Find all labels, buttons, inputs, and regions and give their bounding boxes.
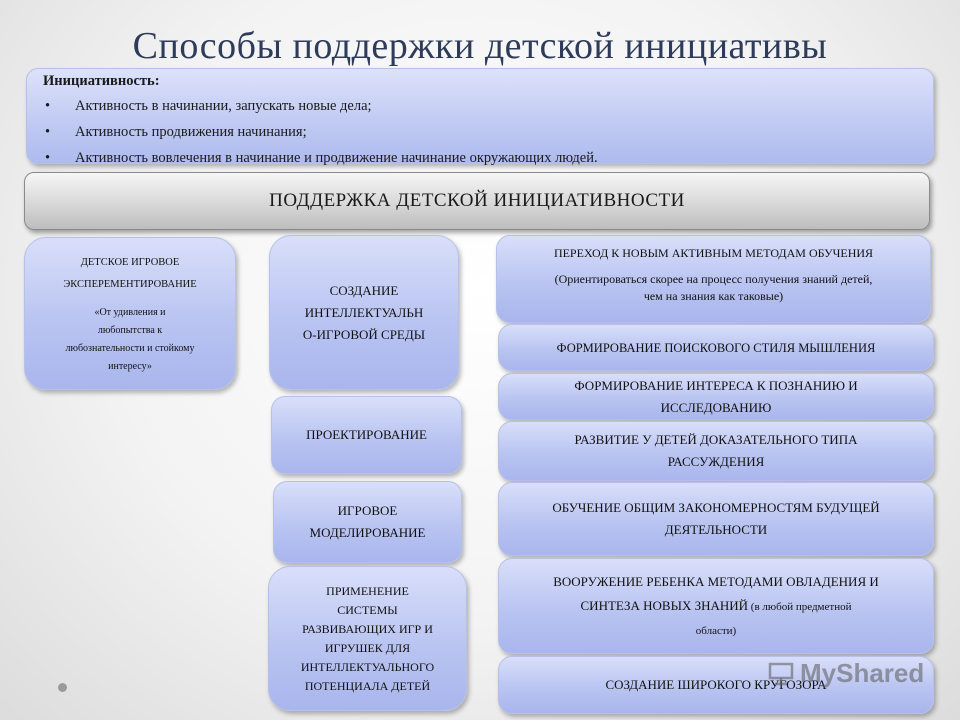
active-methods-box: ПЕРЕХОД К НОВЫМ АКТИВНЫМ МЕТОДАМ ОБУЧЕНИЯ (Ориентироваться скорее на процесс получения знаний детей, чем на знания как таковые) [496,235,931,323]
initiative-box [26,68,934,164]
list-item: • Активность вовлечения в начинание и продвижение начинание окружающих людей. [41,145,919,171]
slide-dot-icon [58,683,67,692]
list-item: • Активность в начинании, запускать новые дела; [41,93,919,119]
environment-box: СОЗДАНИЕ ИНТЕЛЛЕКТУАЛЬН О-ИГРОВОЙ СРЕДЫ [269,235,459,390]
outlook-box: СОЗДАНИЕ ШИРОКОГО КРУГОЗОРА [498,656,934,714]
interest-box: ФОРМИРОВАНИЕ ИНТЕРЕСА К ПОЗНАНИЮ И ИССЛЕДОВАНИЮ [498,373,934,420]
list-item: • Активность продвижения начинания; [41,119,919,145]
reasoning-box: РАЗВИТИЕ У ДЕТЕЙ ДОКАЗАТЕЛЬНОГО ТИПА РАССУЖДЕНИЯ [498,421,934,481]
watermark-logo: MyShared [768,656,928,690]
bullet-icon: • [45,124,51,140]
knowledge-methods-box: ВООРУЖЕНИЕ РЕБЕНКА МЕТОДАМИ ОВЛАДЕНИЯ И СИНТЕЗА НОВЫХ ЗНАНИЙ (в любой предметной области) [498,558,934,654]
page-title: Способы поддержки детской инициативы [132,25,828,67]
support-banner: ПОДДЕРЖКА ДЕТСКОЙ ИНИЦИАТИВНОСТИ [24,172,930,230]
game-system-box: ПРИМЕНЕНИЕ СИСТЕМЫ РАЗВИВАЮЩИХ ИГР И ИГРУШЕК ДЛЯ ИНТЕЛЛЕКТУАЛЬНОГО ПОТЕНЦИАЛА ДЕТЕЙ [268,566,467,711]
search-style-box: ФОРМИРОВАНИЕ ПОИСКОВОГО СТИЛЯ МЫШЛЕНИЯ [498,324,934,371]
bullet-icon: • [45,150,51,166]
patterns-box: ОБУЧЕНИЕ ОБЩИМ ЗАКОНОМЕРНОСТЯМ БУДУЩЕЙ ДЕЯТЕЛЬНОСТИ [498,482,934,556]
bullet-icon: • [45,98,51,114]
initiative-heading: Инициативность: [43,73,160,89]
modeling-box: ИГРОВОЕ МОДЕЛИРОВАНИЕ [273,481,462,563]
initiative-list [41,93,919,171]
design-box: ПРОЕКТИРОВАНИЕ [271,396,462,474]
play-experiment-box: ДЕТСКОЕ ИГРОВОЕ ЭКСПЕРЕМЕНТИРОВАНИЕ «От удивления и любопытства к любознательности и стойкому интересу» [24,237,236,390]
